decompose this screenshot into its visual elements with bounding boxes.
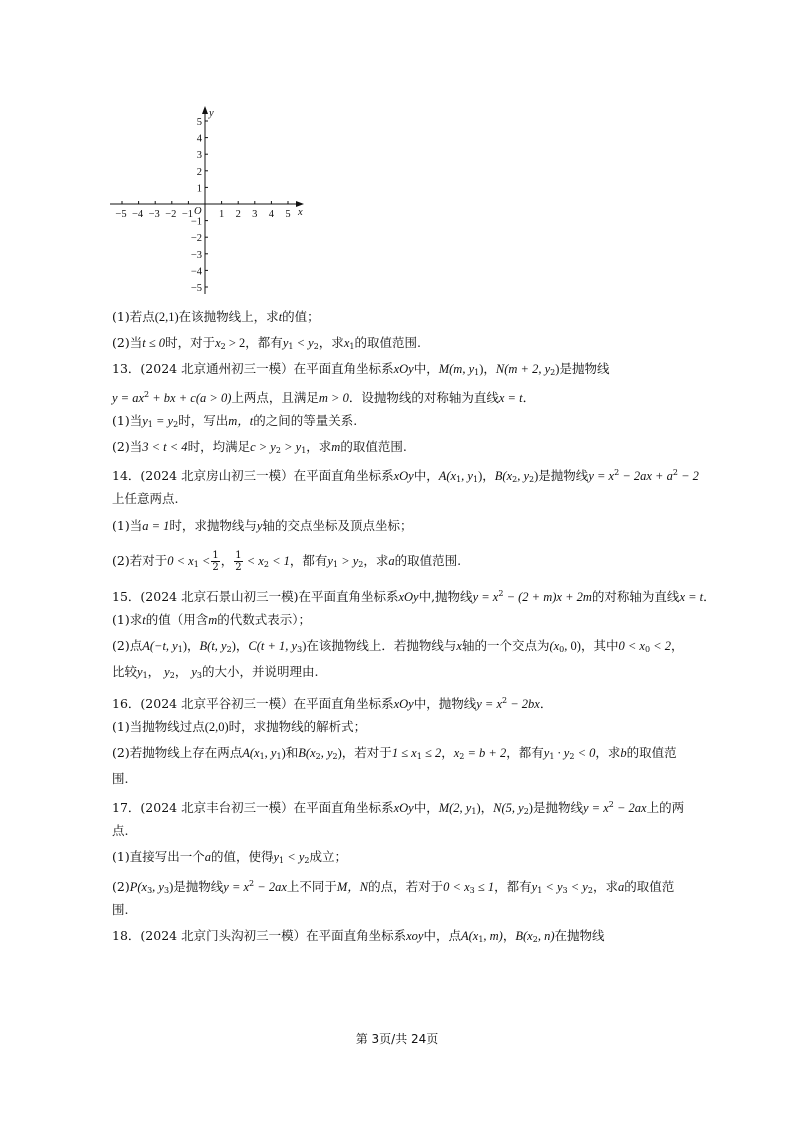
q13-part1: (1)当$y_1 = y_2$时，写出m，t的之间的等量关系. xyxy=(112,413,358,429)
fraction-one-half: $\frac{1}{2}$ xyxy=(212,550,219,573)
q16-part2-cont: 围. xyxy=(112,771,129,786)
page-footer: 第 3页/共 24页 xyxy=(355,1032,439,1046)
q14-part1: (1)当a = 1时，求抛物线与y轴的交点坐标及顶点坐标； xyxy=(112,518,413,533)
y-axis-label: y xyxy=(209,108,214,119)
y-tick-label: −2 xyxy=(190,233,202,245)
q17-part2-cont: 围. xyxy=(112,902,129,917)
x-tick-label: 4 xyxy=(268,209,275,220)
y-tick-label: 5 xyxy=(196,117,202,128)
q17-part1: (1)直接写出一个a的值，使得$y_1 < y_2$成立； xyxy=(112,849,347,865)
fraction-one-half: $\frac{1}{2}$ xyxy=(235,550,242,573)
x-tick-label: −5 xyxy=(115,209,127,220)
q16-part1: (1)当抛物线过点(2,0)时，求抛物线的解析式； xyxy=(112,719,367,734)
y-tick-label: −5 xyxy=(190,283,202,294)
y-tick-label: −4 xyxy=(190,266,202,278)
q14-stem-line2: 上任意两点. xyxy=(112,491,179,506)
q14-part2: (2)若对于$0 < x_1$ < $\frac{1}{2}$ ， $\frac{1}{2}$ < $x_2 < 1$，都有$y_1 > y_2$，求a的取值范围. xyxy=(112,550,462,573)
x-tick-label: 2 xyxy=(235,209,241,220)
y-tick-label: −1 xyxy=(190,216,202,228)
x-tick-label: −1 xyxy=(181,209,193,220)
q12-part1: (1)若点(2,1)在该抛物线上，求t的值； xyxy=(112,309,320,324)
q16-part2: (2)若抛物线上存在两点$A(x_1$, $y_1$)和$B(x_2$, $y_2$)，若对于$1 \le x_1 \le 2$，$x_2 = b + 2$，都有$y_1 \cdot y_2 < 0$，求b的取值范 xyxy=(112,745,677,761)
q17-stem-line2: 点. xyxy=(112,823,129,838)
q14-stem-line1: 14．(2024 北京房山初三一模）在平面直角坐标系xOy中，$A(x_1$, $y_1$)，$B(x_2$, $y_2$)是抛物线$y = x^2 - 2ax + a^2 - 2$ xyxy=(112,468,699,484)
q13-part2: (2)当3 < t < 4时，均满足$c > y_2 > y_1$，求m的取值范围. xyxy=(112,439,407,455)
q15-part2-cont: 比较$y_1$， $y_2$， $y_3$的大小，并说明理由. xyxy=(112,664,319,680)
q17-part2: $(2)P(x_3$, $y_3$)是抛物线$y = x^2 - 2ax$上不同于M，N的点，若对于$0 < x_3 \le 1$，都有$y_1 < y_3 < y_2$，求a的取值范 xyxy=(112,879,675,895)
q15-part1: (1)求t的值（用含m的代数式表示）； xyxy=(112,612,312,627)
y-axis-arrow xyxy=(202,106,208,114)
q16-stem: 16．(2024 北京平谷初三一模）在平面直角坐标系xOy中，抛物线$y = x^2 - 2bx$． xyxy=(112,696,553,711)
x-tick-label: −4 xyxy=(132,209,144,220)
q15-stem: 15．(2024 北京石景山初三一模)在平面直角坐标系xOy中,抛物线$y = x^2 - (2 + m)x + 2m$的对称轴为直线x = t． xyxy=(112,589,716,604)
q15-part2: (2)点A(−t, $y_1$)，B(t, $y_2$)，C(t + 1, $y_3$)在该抛物线上．若抛物线与x轴的一个交点为($x_0$, 0)，其中$0 < x_0 < 2$， xyxy=(112,638,684,654)
x-tick-label: −3 xyxy=(148,209,160,220)
q18-stem: 18．(2024 北京门头沟初三一模）在平面直角坐标系xoy中，点$A(x_1$, m)，$B(x_2$, n)在抛物线 xyxy=(112,928,605,944)
y-tick-label: 3 xyxy=(196,150,202,162)
y-tick-label: −3 xyxy=(190,249,202,261)
q13-stem-line2: $y = ax^2$ + bx + c(a > 0)上两点，且满足m > 0．设抛物线的对称轴为直线x = t． xyxy=(112,390,536,405)
y-tick-label: 1 xyxy=(196,183,202,195)
q13-stem-line1: 13．(2024 北京通州初三一模）在平面直角坐标系xOy中，M(m, $y_1$)，N(m + 2, $y_2$)是抛物线 xyxy=(112,361,610,377)
x-tick-label: 3 xyxy=(252,209,258,220)
q12-part2: (2)当t ≤ 0时，对于$x_2 > 2$，都有$y_1 < y_2$，求$x_1$的取值范围. xyxy=(112,335,421,351)
x-tick-label: 1 xyxy=(218,209,225,220)
x-tick-label: 5 xyxy=(285,209,291,220)
x-tick-label: −2 xyxy=(165,209,177,220)
origin-label: O xyxy=(194,206,202,217)
coordinate-axes xyxy=(108,104,313,299)
y-tick-label: 2 xyxy=(196,166,202,178)
x-axis-label: x xyxy=(298,207,303,218)
q17-stem-line1: 17．(2024 北京丰台初三一模）在平面直角坐标系xOy中，M(2, $y_1$)，N(5, $y_2$)是抛物线$y = x^2 - 2ax$上的两 xyxy=(112,800,685,816)
y-tick-label: 4 xyxy=(196,133,202,145)
